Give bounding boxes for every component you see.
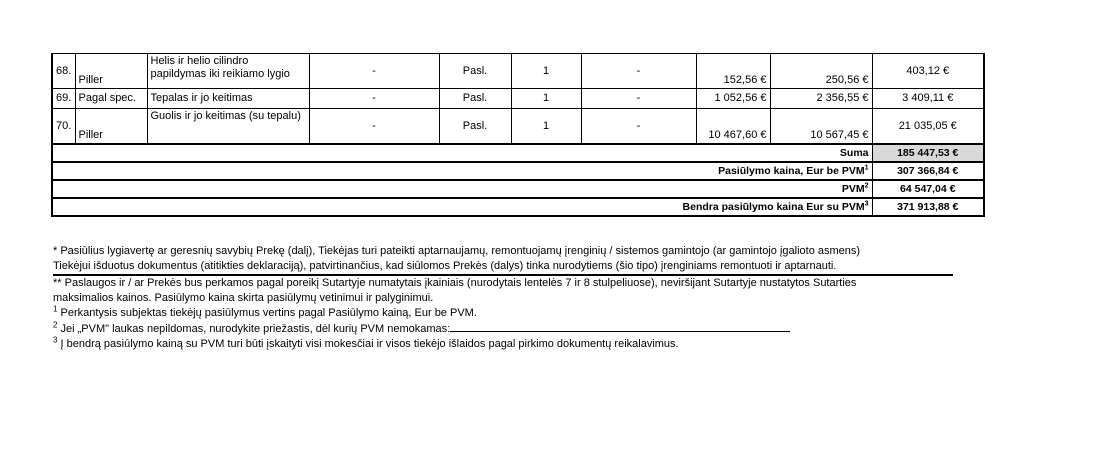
total-cell: 3 409,11 € — [872, 89, 984, 109]
dash-cell: - — [309, 109, 439, 145]
price-cell: 152,56 € — [696, 54, 770, 89]
total-cell: 403,12 € — [872, 54, 984, 89]
footnote-text: Jei „PVM" laukas nepildomas, nurodykite priežastis, dėl kurių PVM nemokamas: — [60, 323, 451, 335]
footnote-2 — [53, 321, 953, 337]
supplier-cell: Piller — [75, 54, 147, 89]
price-cell: 1 052,56 € — [696, 89, 770, 109]
vat-label — [52, 180, 872, 198]
note-equivalent-line1: * Pasiūlius lygiavertę ar geresnių savybių Prekę (dalį), Tiekėjas turi pateikti aptarnaujamų, remontuojamų įrenginių / sistemos gamintojo (ar gamintojo įgalioto asmens) — [53, 245, 861, 257]
quantity-cell: 1 — [511, 54, 581, 89]
supplier-cell: Piller — [75, 109, 147, 145]
footnote-number: 2 — [53, 320, 58, 330]
row-number: 69. — [52, 89, 75, 109]
sum-row — [52, 144, 984, 162]
footnote-1 — [53, 306, 953, 321]
row-number: 68. — [52, 54, 75, 89]
vat-row — [52, 180, 984, 198]
dash-cell: - — [581, 54, 696, 89]
note-services-line2: maksimalios kainos. Pasiūlymo kaina skirta pasiūlymų vetinimui ir palyginimui. — [53, 292, 434, 304]
unit-cell: Pasl. — [439, 109, 511, 145]
footnote-marker: 3 — [864, 200, 869, 207]
footnote-number: 3 — [53, 335, 58, 345]
price-ex-vat-label-text: Pasiūlymo kaina, Eur be PVM — [718, 164, 865, 177]
price-cell: 10 467,60 € — [696, 109, 770, 145]
dash-cell: - — [309, 54, 439, 89]
vat-label-text: PVM — [841, 182, 865, 195]
footnote-marker: 1 — [864, 164, 869, 171]
row-number: 70. — [52, 109, 75, 145]
unit-cell: Pasl. — [439, 89, 511, 109]
price-cell: 2 356,55 € — [770, 89, 872, 109]
price-ex-vat-label — [52, 162, 872, 180]
unit-cell: Pasl. — [439, 54, 511, 89]
vat-value: 64 547,04 € — [872, 180, 984, 198]
price-table — [51, 53, 985, 217]
quantity-cell: 1 — [511, 109, 581, 145]
footnote-number: 1 — [53, 304, 58, 314]
table-row — [52, 54, 984, 89]
sum-label: Suma — [52, 144, 872, 162]
total-value: 371 913,88 € — [872, 198, 984, 216]
footnote-text: Į bendrą pasiūlymo kainą su PVM turi būti įskaityti visi mokesčiai ir visos tiekėjo išlaidos pagal pirkimo dokumentų reikalavimus. — [60, 338, 679, 350]
quantity-cell: 1 — [511, 89, 581, 109]
note-equivalent-line2: Tiekėjui išduotus dokumentus (atitikties deklaraciją), patvirtinančius, kad siūlomos Prekės (dalys) tinka nurodytiems (šio tipo) įrenginiams remontuoti ir aptarnauti. — [53, 259, 953, 276]
sum-value: 185 447,53 € — [872, 144, 984, 162]
table-row — [52, 89, 984, 109]
total-label — [52, 198, 872, 216]
supplier-cell: Pagal spec. — [75, 89, 147, 109]
footnote-text: Perkantysis subjektas tiekėjų pasiūlymus vertins pagal Pasiūlymo kainą, Eur be PVM. — [60, 307, 477, 319]
item-name-cell: Helis ir helio cilindro papildymas iki reikiamo lygio — [147, 54, 309, 89]
dash-cell: - — [581, 109, 696, 145]
table-row — [52, 109, 984, 145]
item-name-cell: Tepalas ir jo keitimas — [147, 89, 309, 109]
price-ex-vat-value: 307 366,84 € — [872, 162, 984, 180]
note-services-line1: ** Paslaugos ir / ar Prekės bus perkamos pagal poreikį Sutartyje numatytais įkainiais (nurodytais lentelės 7 ir 8 stulpeliuose), neviršijant Sutartyje nustatytos Sutarties — [53, 277, 857, 289]
dash-cell: - — [581, 89, 696, 109]
footnote-marker: 2 — [864, 182, 869, 189]
price-ex-vat-row — [52, 162, 984, 180]
total-cell: 21 035,05 € — [872, 109, 984, 145]
price-cell: 10 567,45 € — [770, 109, 872, 145]
price-cell: 250,56 € — [770, 54, 872, 89]
footnote-3 — [53, 337, 953, 352]
item-name-cell: Guolis ir jo keitimas (su tepalu) — [147, 109, 309, 145]
dash-cell: - — [309, 89, 439, 109]
footnotes — [53, 244, 953, 352]
total-label-text: Bendra pasiūlymo kaina Eur su PVM — [682, 200, 865, 213]
fill-in-line — [450, 321, 790, 332]
total-row — [52, 198, 984, 216]
